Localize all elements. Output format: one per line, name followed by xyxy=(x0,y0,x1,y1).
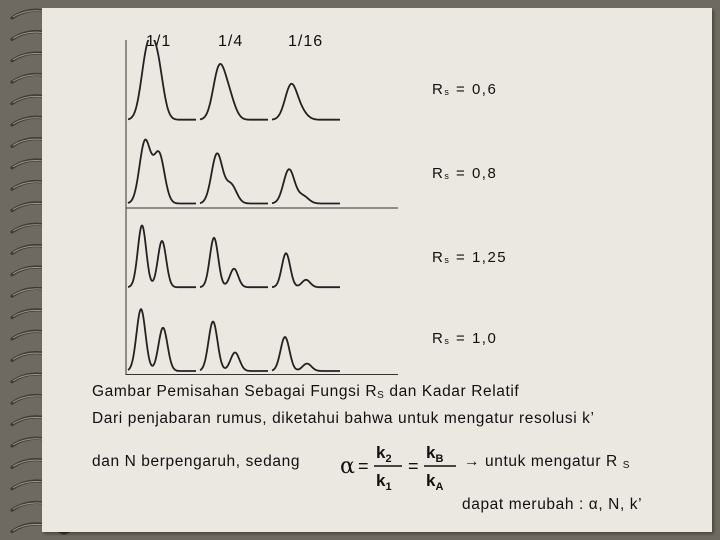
body-text-line-3-post: → untuk mengatur R $_S$ xyxy=(464,453,631,471)
chromatogram-grid xyxy=(118,40,398,375)
chromatogram-trace xyxy=(272,169,340,203)
chromatogram-trace xyxy=(128,309,196,371)
chromatogram-trace xyxy=(128,140,196,204)
body-text-line-4: dapat merubah : α, N, k’ xyxy=(462,496,643,513)
body-text-line-2: Dari penjabaran rumus, diketahui bahwa untuk mengatur resolusi k’ xyxy=(92,410,595,427)
chromatogram-trace xyxy=(272,84,340,120)
figure-caption: Gambar Pemisahan Sebagai Fungsi $R_S$ dan Kadar Relatif xyxy=(92,383,520,401)
numerator-k2: $k_2$ xyxy=(376,443,392,465)
column-label-1-1: 1/1 xyxy=(146,33,172,50)
chromatogram-trace xyxy=(200,64,268,120)
rs-label-row-2: $R_s = 0,8$ xyxy=(432,165,498,182)
chromatogram-trace xyxy=(128,40,196,120)
column-label-1-16: 1/16 xyxy=(288,33,324,50)
rs-label-row-1: $R_s = 0,6$ xyxy=(432,81,498,98)
numerator-kb: $k_B$ xyxy=(426,443,444,465)
chromatogram-trace xyxy=(128,226,196,288)
rs-label-row-4: $R_s = 1,0$ xyxy=(432,330,498,347)
equals-sign-2: = xyxy=(408,456,419,476)
column-label-1-4: 1/4 xyxy=(218,33,244,50)
alpha-symbol: α xyxy=(340,454,355,479)
chromatogram-trace xyxy=(272,253,340,287)
denominator-ka: $k_A$ xyxy=(426,471,444,493)
alpha-formula xyxy=(336,440,466,496)
equals-sign-1: = xyxy=(358,456,369,476)
denominator-k1: $k_1$ xyxy=(376,471,392,493)
arrow-icon: → xyxy=(464,453,481,470)
chromatogram-trace xyxy=(200,322,268,371)
chromatogram-trace xyxy=(200,238,268,287)
chromatogram-trace xyxy=(272,337,340,371)
body-text-line-3: dan N berpengaruh, sedang xyxy=(92,453,301,470)
rs-label-row-3: $R_s = 1,25$ xyxy=(432,249,508,266)
chromatogram-trace xyxy=(200,153,268,203)
